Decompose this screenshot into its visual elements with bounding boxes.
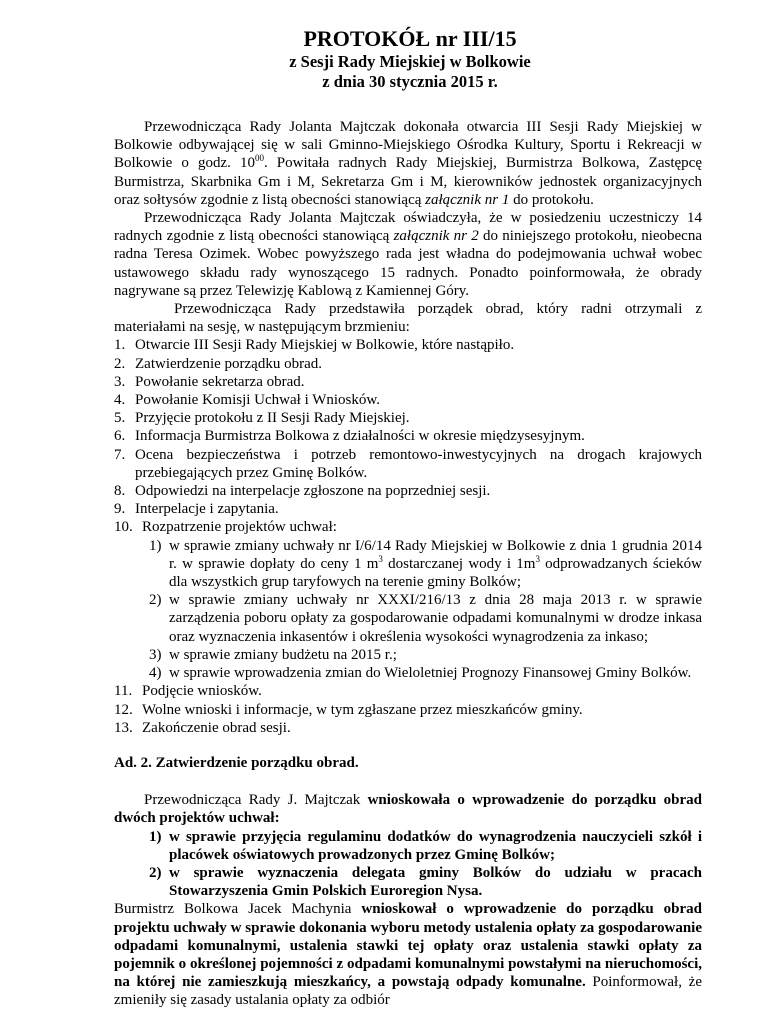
agenda-item xyxy=(114,391,702,409)
agenda-item-text: Interpelacje i zapytania. xyxy=(135,501,279,518)
paragraph-quorum-text-a: Przewodnicząca Rady Jolanta Majtczak oświadczyła, że w posiedzeniu uczestniczy 14 radnych zgodnie z listą obecności stanowiącą xyxy=(114,210,702,245)
paragraph-chair-motion xyxy=(114,791,702,827)
agenda-item xyxy=(114,719,702,737)
agenda-list-tail xyxy=(114,682,702,737)
agenda-item xyxy=(114,373,702,391)
resolution-item-text: w sprawie wprowadzenia zmian do Wieloletniej Prognozy Finansowej Gminy Bolków. xyxy=(169,665,692,682)
added-resolution-number: 2) xyxy=(149,864,162,881)
paragraph-opening-text-b: . Powitała radnych Rady Miejskiej, Burmistrza Bolkowa, Zastępcę Burmistrza, Skarbnika Gm i M, Sekretarza Gm i M, kierowników jednostek organizacyjnych oraz sołtysów zgodnie z listą obecności stanowiącą xyxy=(114,155,702,208)
agenda-item-number: 4. xyxy=(114,392,126,409)
agenda-item xyxy=(114,701,702,719)
agenda-item-text: Przyjęcie protokołu z II Sesji Rady Miejskiej. xyxy=(135,410,410,427)
agenda-item-text: Informacja Burmistrza Bolkowa z działalności w okresie międzysesyjnym. xyxy=(135,428,585,445)
agenda-item xyxy=(114,336,702,354)
paragraph-chair-motion-text-a: Przewodnicząca Rady J. Majtczak xyxy=(144,792,368,809)
paragraph-mayor-motion-text-b: wnioskował o wprowadzenie do porządku obrad projektu uchwały w sprawie dokonania wyboru metody ustalenia opłaty za gospodarowanie odpadami komunalnymi, ustalenia stawki tej opłaty oraz ustalenia stawki opłaty za pojemnik o określonej pojemności z odpadami komunalnymi powstałymi na nieruchomości, na której nie zamieszkują mieszkańcy, a powstają odpady komunalne. xyxy=(114,901,702,991)
agenda-item-number: 10. xyxy=(114,519,133,536)
agenda-item xyxy=(114,355,702,373)
agenda-list xyxy=(114,336,702,536)
added-resolution-text: w sprawie przyjęcia regulaminu dodatków do wynagrodzenia nauczycieli szkół i placówek oświatowych prowadzonych przez Gminę Bolków; xyxy=(169,828,702,863)
section-heading-ad2: Ad. 2. Zatwierdzenie porządku obrad. xyxy=(114,754,359,771)
agenda-item xyxy=(114,446,702,482)
cubic-superscript: 3 xyxy=(378,553,383,564)
paragraph-opening-text-c: do protokołu. xyxy=(509,191,594,208)
agenda-item-number: 11. xyxy=(114,683,133,700)
paragraph-agenda-intro: Przewodnicząca Rady przedstawiła porządek obrad, który radni otrzymali z materiałami na sesję, w następującym brzmieniu: xyxy=(114,301,702,336)
agenda-item-text: Powołanie Komisji Uchwał i Wniosków. xyxy=(135,392,380,409)
agenda-item-text: Zatwierdzenie porządku obrad. xyxy=(135,355,322,372)
paragraph-opening xyxy=(114,118,702,209)
resolution-item-text-b: dostarczanej wody i 1m xyxy=(382,555,536,572)
added-resolutions-list xyxy=(114,828,702,901)
resolution-item-number: 1) xyxy=(149,537,162,554)
cubic-superscript: 3 xyxy=(535,553,540,564)
resolution-item xyxy=(114,664,702,682)
agenda-item-number: 5. xyxy=(114,410,126,427)
agenda-item xyxy=(114,500,702,518)
agenda-item xyxy=(114,682,702,700)
paragraph-mayor-motion-text-c: Poinformował, że zmieniły się zasady ustalania opłaty za odbiór xyxy=(114,974,702,1009)
added-resolution-text: w sprawie wyznaczenia delegata gminy Bolków do udziału w pracach Stowarzyszenia Gmin Polskich Euroregion Nysa. xyxy=(169,864,702,900)
document-title: PROTOKÓŁ nr III/15 xyxy=(303,26,517,51)
added-resolution-number: 1) xyxy=(149,828,162,845)
agenda-item-number: 13. xyxy=(114,719,133,736)
agenda-item-text: Powołanie sekretarza obrad. xyxy=(135,373,305,390)
document-subtitle-date: z dnia 30 stycznia 2015 r. xyxy=(322,72,498,91)
added-resolution-item xyxy=(114,864,702,900)
paragraph-quorum-text-b: do niniejszego protokołu, nieobecna radna Teresa Ozimek. Wobec powyższego rada jest władna do podejmowania uchwał wobec ustawowego składu rady wynoszącego 15 radnych. Ponadto poinformowała, że obrady nagrywane są przez Telewizję Kablową z Kamiennej Góry. xyxy=(114,228,702,299)
agenda-item-number: 7. xyxy=(114,446,126,463)
agenda-item-number: 12. xyxy=(114,701,133,718)
resolution-item xyxy=(114,537,702,592)
agenda-item-text: Wolne wnioski i informacje, w tym zgłaszane przez mieszkańców gminy. xyxy=(142,701,583,718)
agenda-item xyxy=(114,427,702,445)
agenda-item-number: 6. xyxy=(114,428,126,445)
resolution-item-text-c: odprowadzanych ścieków dla wszystkich grup taryfowych na terenie gminy Bolków; xyxy=(169,555,702,591)
resolution-item-number: 3) xyxy=(149,646,162,663)
resolution-item xyxy=(114,591,702,646)
agenda-item-text: Otwarcie III Sesji Rady Miejskiej w Bolkowie, które nastąpiło. xyxy=(135,337,515,354)
agenda-item-text: Zakończenie obrad sesji. xyxy=(142,719,291,736)
paragraph-chair-motion-text-b: wnioskowała o wprowadzenie do porządku obrad dwóch projektów uchwał: xyxy=(114,792,702,827)
agenda-item-number: 1. xyxy=(114,337,126,354)
resolution-item-number: 2) xyxy=(149,592,162,609)
attachment-ref-2: załącznik nr 2 xyxy=(393,228,479,245)
paragraph-mayor-motion xyxy=(114,900,702,1009)
document-header xyxy=(114,26,702,92)
paragraph-quorum xyxy=(114,209,702,300)
resolution-item-text-a: w sprawie zmiany uchwały nr I/6/14 Rady Miejskiej w Bolkowie z dnia 1 grudnia 2014 r. w sprawie dopłaty do ceny 1 m xyxy=(169,537,702,572)
document-subtitle-session: z Sesji Rady Miejskiej w Bolkowie xyxy=(289,52,531,71)
resolution-item xyxy=(114,646,702,664)
attachment-ref-1: załącznik nr 1 xyxy=(425,191,510,208)
agenda-item xyxy=(114,482,702,500)
paragraph-mayor-motion-text-a: Burmistrz Bolkowa Jacek Machynia xyxy=(114,901,362,918)
resolution-item-text: w sprawie zmiany uchwały nr XXXI/216/13 z dnia 28 maja 2013 r. w sprawie zarządzenia poboru opłaty za gospodarowanie odpadami komunalnymi w drodze inkasa oraz wyznaczenia inkasentów i określenia wysokości wynagrodzenia za inkaso; xyxy=(169,592,702,645)
resolution-sublist xyxy=(114,537,702,683)
agenda-item xyxy=(114,518,702,536)
agenda-item-number: 3. xyxy=(114,373,126,390)
agenda-item-number: 9. xyxy=(114,501,126,518)
agenda-item-text: Odpowiedzi na interpelacje zgłoszone na poprzedniej sesji. xyxy=(135,483,491,500)
agenda-item xyxy=(114,409,702,427)
time-superscript: 00 xyxy=(254,153,264,164)
agenda-item-text: Rozpatrzenie projektów uchwał: xyxy=(142,519,337,536)
resolution-item-text: w sprawie zmiany budżetu na 2015 r.; xyxy=(169,646,397,663)
agenda-item-number: 2. xyxy=(114,355,126,372)
paragraph-opening-text-a: Przewodnicząca Rady Jolanta Majtczak dokonała otwarcia III Sesji Rady Miejskiej w Bolkowie odbywającej się w sali Gminno-Miejskiego Ośrodka Kultury, Sportu i Rekreacji w Bolkowie o godz. 10 xyxy=(114,119,702,172)
agenda-item-text: Ocena bezpieczeństwa i potrzeb remontowo-inwestycyjnych na drogach krajowych przebiegających przez Gminę Bolków. xyxy=(135,446,702,481)
resolution-item-number: 4) xyxy=(149,665,162,682)
added-resolution-item xyxy=(114,828,702,864)
agenda-item-text: Podjęcie wniosków. xyxy=(142,683,262,700)
agenda-item-number: 8. xyxy=(114,483,126,500)
